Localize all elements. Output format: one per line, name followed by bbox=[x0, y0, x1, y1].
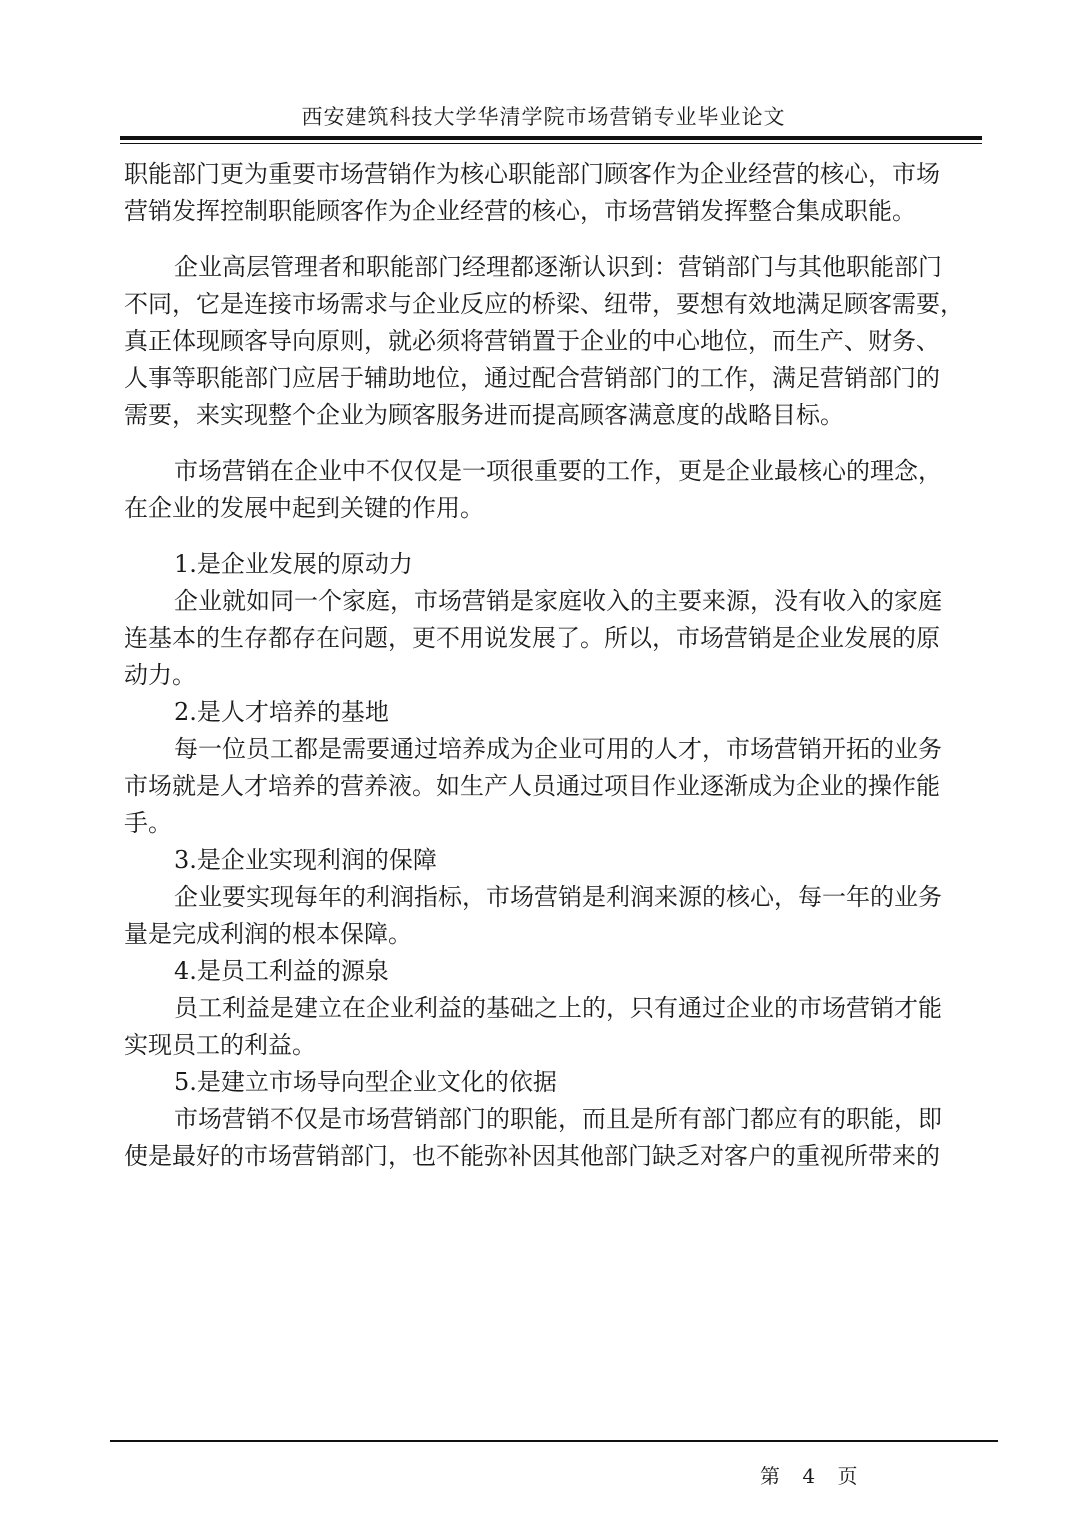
paragraph bbox=[124, 879, 980, 953]
text-line: 不同，它是连接市场需求与企业反应的桥梁、纽带，要想有效地满足顾客需要， bbox=[124, 290, 964, 318]
text-line: 真正体现顾客导向原则，就必须将营销置于企业的中心地位，而生产、财务、 bbox=[124, 327, 940, 355]
text-line: 需要，来实现整个企业为顾客服务进而提高顾客满意度的战略目标。 bbox=[124, 401, 844, 429]
section-heading bbox=[124, 1064, 980, 1101]
text-line: 在企业的发展中起到关键的作用。 bbox=[124, 494, 484, 522]
text-line: 企业高层管理者和职能部门经理都逐渐认识到：营销部门与其他职能部门 bbox=[174, 253, 942, 281]
text-line: 1.是企业发展的原动力 bbox=[174, 550, 413, 578]
paragraph bbox=[124, 990, 980, 1064]
section-heading bbox=[124, 842, 980, 879]
text-line: 企业就如同一个家庭，市场营销是家庭收入的主要来源，没有收入的家庭 bbox=[174, 587, 942, 615]
text-line: 市场营销在企业中不仅仅是一项很重要的工作，更是企业最核心的理念， bbox=[174, 457, 942, 485]
page-number: 第 4 页 bbox=[760, 1464, 866, 1488]
text-line: 使是最好的市场营销部门，也不能弥补因其他部门缺乏对客户的重视所带来的 bbox=[124, 1142, 940, 1170]
text-line: 3.是企业实现利润的保障 bbox=[174, 846, 437, 874]
text-line: 动力。 bbox=[124, 661, 196, 689]
text-line: 市场就是人才培养的营养液。如生产人员通过项目作业逐渐成为企业的操作能 bbox=[124, 772, 940, 800]
text-line: 连基本的生存都存在问题，更不用说发展了。所以，市场营销是企业发展的原 bbox=[124, 624, 940, 652]
section-heading bbox=[124, 953, 980, 990]
text-line: 营销发挥控制职能顾客作为企业经营的核心，市场营销发挥整合集成职能。 bbox=[124, 197, 916, 225]
header-rule-thick bbox=[120, 136, 982, 140]
text-line: 市场营销不仅是市场营销部门的职能，而且是所有部门都应有的职能，即 bbox=[174, 1105, 942, 1133]
footer-rule bbox=[110, 1440, 998, 1442]
paragraph bbox=[124, 583, 980, 694]
text-line: 4.是员工利益的源泉 bbox=[174, 957, 389, 985]
section-heading bbox=[124, 694, 980, 731]
text-line: 5.是建立市场导向型企业文化的依据 bbox=[174, 1068, 557, 1096]
text-line: 员工利益是建立在企业利益的基础之上的，只有通过企业的市场营销才能 bbox=[174, 994, 942, 1022]
text-line: 人事等职能部门应居于辅助地位，通过配合营销部门的工作，满足营销部门的 bbox=[124, 364, 940, 392]
text-line: 职能部门更为重要市场营销作为核心职能部门顾客作为企业经营的核心，市场 bbox=[124, 160, 940, 188]
paragraph bbox=[124, 156, 980, 230]
text-line: 量是完成利润的根本保障。 bbox=[124, 920, 412, 948]
paragraph bbox=[124, 731, 980, 842]
text-line: 企业要实现每年的利润指标，市场营销是利润来源的核心，每一年的业务 bbox=[174, 883, 942, 911]
header-rule-thin bbox=[120, 143, 982, 144]
body-text bbox=[124, 156, 980, 1175]
text-line: 2.是人才培养的基地 bbox=[174, 698, 389, 726]
paragraph bbox=[124, 1101, 980, 1175]
text-line: 实现员工的利益。 bbox=[124, 1031, 316, 1059]
page-header-title: 西安建筑科技大学华清学院市场营销专业毕业论文 bbox=[301, 105, 786, 129]
paragraph bbox=[124, 453, 980, 527]
text-line: 手。 bbox=[124, 809, 172, 837]
paragraph bbox=[124, 249, 980, 434]
text-line: 每一位员工都是需要通过培养成为企业可用的人才，市场营销开拓的业务 bbox=[174, 735, 942, 763]
section-heading bbox=[124, 546, 980, 583]
